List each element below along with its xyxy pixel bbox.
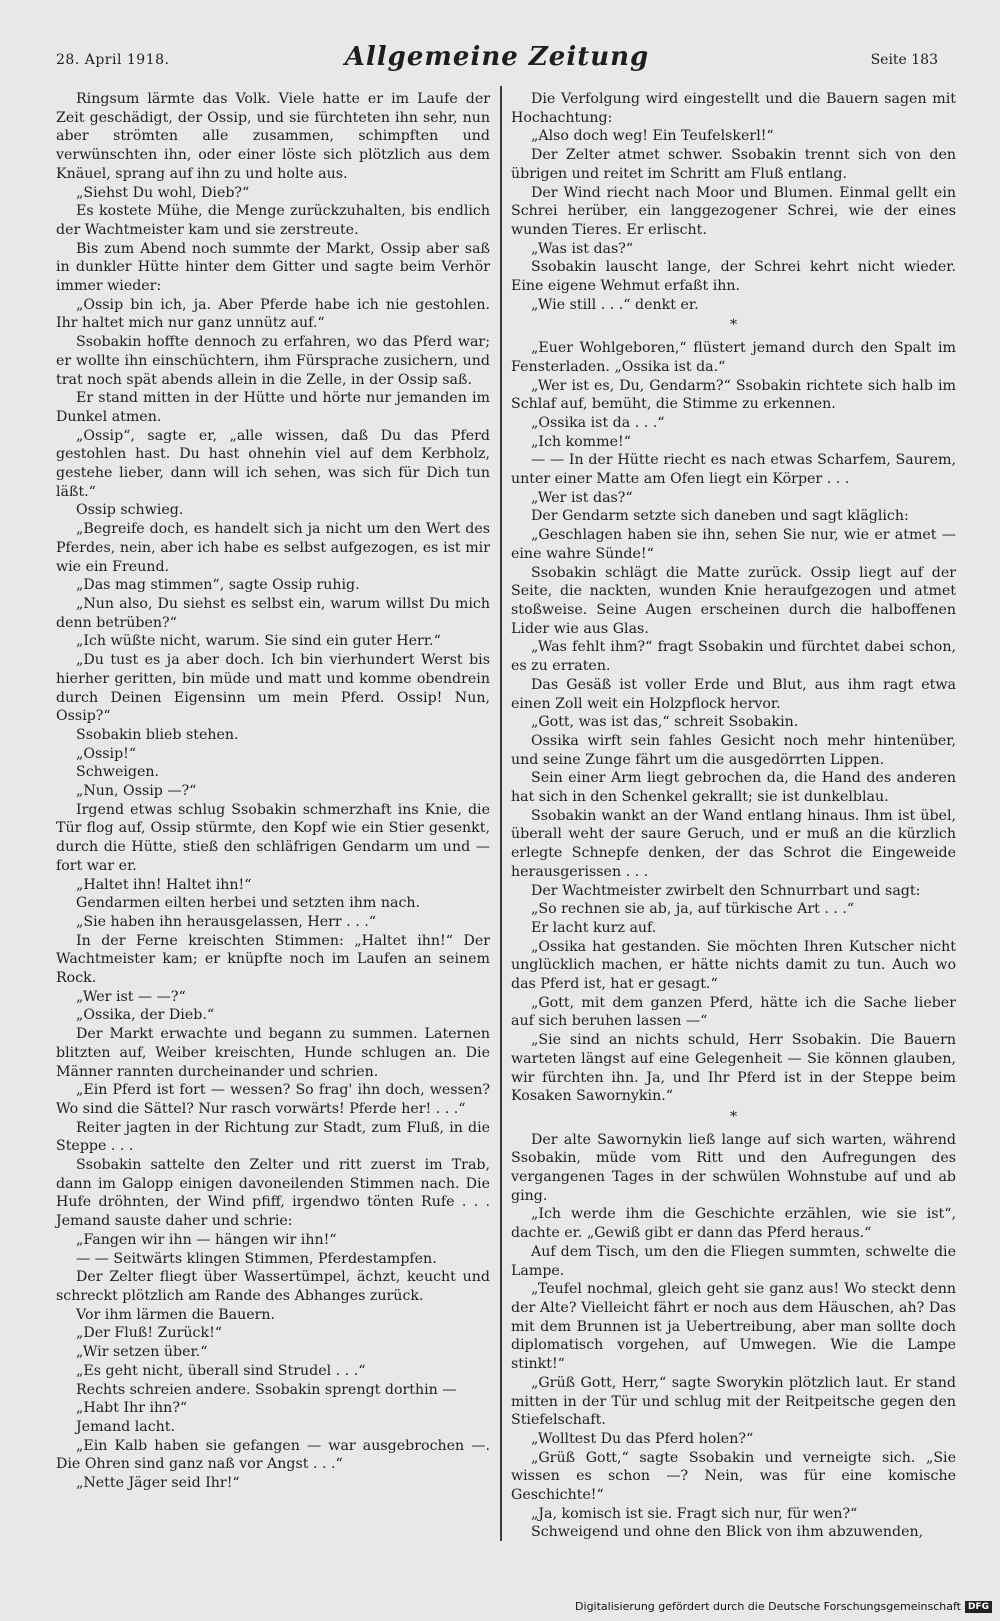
paragraph: „Wie still . . .“ denkt er. [531, 296, 699, 313]
paragraph: Er lacht kurz auf. [531, 919, 657, 936]
paragraph: „Der Fluß! Zurück!“ [76, 1325, 223, 1342]
paragraph: „Nun also, Du siehst es selbst ein, warum willst Du mich denn betrüben?“ [56, 595, 490, 631]
paragraph: „Fangen wir ihn — hängen wir ihn!“ [76, 1231, 337, 1248]
paragraph: Ossip schwieg. [76, 502, 184, 519]
paragraph: „Wer ist das?“ [531, 489, 633, 506]
paragraph: Der Gendarm setzte sich daneben und sagt kläglich: [531, 508, 909, 525]
paragraph: „Haltet ihn! Haltet ihn!“ [76, 876, 252, 893]
paragraph: Rechts schreien andere. Ssobakin sprengt dorthin — [76, 1381, 457, 1398]
paragraph: — — Seitwärts klingen Stimmen, Pferdestampfen. [76, 1250, 437, 1267]
paragraph: Er stand mitten in der Hütte und hörte nur jemanden im Dunkel atmen. [56, 390, 490, 425]
paragraph: „Ein Kalb haben sie gefangen — war ausgebrochen —. Die Ohren sind ganz naß vor Angst . . .“ [56, 1437, 490, 1473]
paragraph: Schweigend und ohne den Blick von ihm abzuwenden, [531, 1524, 924, 1541]
paragraph: Ssobakin sattelte den Zelter und ritt zuerst im Trab, dann im Galopp einigen davoneilenden Stimmen nach. Die Hufe dröhnten, der Wind pfiff, irgendwo tönten Rufe . . . Jemand sauste daher und schrie: [56, 1157, 490, 1230]
paragraph: Ssobakin wankt an der Wand entlang hinaus. Ihm ist übel, überall weht der saure Geruch, und er muß an die kürzlich erlegte Schnepfe denken, der das Schrot die Eingeweide herausgerissen . . . [511, 807, 956, 880]
paragraph: „Grüß Gott, Herr,“ sagte Sworykin plötzlich laut. Er stand mitten in der Tür und schlug mit der Reitpeitsche gegen den Stiefelschaft. [511, 1374, 956, 1429]
paragraph: — — In der Hütte riecht es nach etwas Scharfem, Saurem, unter einer Matte am Ofen liegt ein Körper . . . [511, 452, 956, 488]
paragraph: Ssobakin blieb stehen. [76, 726, 239, 743]
dfg-logo: DFG [965, 1601, 992, 1613]
paragraph: In der Ferne kreischten Stimmen: „Haltet ihn!“ Der Wachtmeister kam; er knüpfte noch im Laufen an seinem Rock. [56, 932, 490, 987]
paragraph: „Wer ist — —?“ [76, 988, 186, 1005]
paragraph: „Also doch weg! Ein Teufelskerl!“ [531, 128, 774, 145]
paragraph: „Sie haben ihn herausgelassen, Herr . . .“ [76, 913, 376, 930]
footer [575, 1600, 992, 1613]
footer-credit: Digitalisierung gefördert durch die Deutsche Forschungsgemeinschaft [575, 1600, 961, 1613]
paragraph: „Ossip!“ [76, 745, 137, 762]
paragraph: „Was ist das?“ [531, 240, 634, 257]
paragraph: Der alte Sawornykin ließ lange auf sich warten, während Ssobakin, müde vom Ritt und den Aufregungen des vergangenen Tages in der schwülen Wohnstube auf und ab ging. [511, 1131, 956, 1204]
paragraph: „Nun, Ossip —?“ [76, 783, 197, 800]
paragraph: „Ossip bin ich, ja. Aber Pferde habe ich nie gestohlen. Ihr haltet mich nur ganz unnütz auf.“ [56, 296, 490, 332]
paragraph: „Grüß Gott,“ sagte Ssobakin und verneigte sich. „Sie wissen es schon —? Nein, was für eine komische Geschichte!“ [511, 1449, 956, 1504]
paragraph: Der Wachtmeister zwirbelt den Schnurrbart und sagt: [531, 882, 921, 899]
masthead [56, 40, 938, 80]
paragraph: Ssobakin schlägt die Matte zurück. Ossip liegt auf der Seite, die nackten, wunden Knie heraufgezogen und atmet stoßweise. Seine Augen erscheinen durch die halboffenen Lider wie aus Glas. [511, 564, 956, 637]
paragraph: „Habt Ihr ihn?“ [76, 1400, 188, 1417]
paragraph: „Sie sind an nichts schuld, Herr Ssobakin. Die Bauern warteten längst auf eine Gelegenheit — Sie können glauben, wir fürchten ihn. Ja, und Ihr Pferd ist in der Steppe beim Kosaken Sawornykin.“ [511, 1032, 956, 1105]
paragraph: Ossika wirft sein fahles Gesicht noch mehr hintenüber, und seine Zunge fährt um die ausgedörrten Lippen. [511, 732, 956, 768]
paragraph: Vor ihm lärmen die Bauern. [76, 1306, 276, 1323]
paragraph: „Ich wüßte nicht, warum. Sie sind ein guter Herr.“ [76, 633, 441, 650]
paragraph: „Begreife doch, es handelt sich ja nicht um den Wert des Pferdes, nein, aber ich habe es selbst aufgezogen, es ist mir wie ein Freund. [56, 521, 490, 575]
paragraph: „Ossika ist da . . .“ [531, 414, 665, 431]
paragraph: Der Zelter atmet schwer. Ssobakin trennt sich von den übrigen und reitet im Schritt am Fluß entlang. [511, 147, 956, 182]
paragraph: Ssobakin hoffte dennoch zu erfahren, wo das Pferd war; er wollte ihn einschüchtern, ihm Fürsprache zusichern, und trat noch spät abends allein in die Zelle, in der Ossip saß. [56, 334, 490, 388]
left-column [56, 90, 490, 1493]
paragraph: Reiter jagten in der Richtung zur Stadt, zum Fluß, in die Steppe . . . [56, 1119, 490, 1155]
newspaper-title: Allgemeine Zeitung [344, 42, 650, 72]
column-divider [500, 86, 502, 1541]
section-separator: * [729, 1108, 738, 1125]
paragraph: „Siehst Du wohl, Dieb?“ [76, 184, 250, 201]
right-column [511, 90, 956, 1542]
paragraph: „Es geht nicht, überall sind Strudel . . .“ [76, 1362, 366, 1379]
section-separator: * [729, 317, 738, 334]
paragraph: „Ossip“, sagte er, „alle wissen, daß Du das Pferd gestohlen hast. Du hast ohnehin viel auf dem Kerbholz, gestehe lieber, dann will ich sehen, was sich für Dich tun läßt.“ [56, 427, 490, 500]
issue-date: 28. April 1918. [56, 52, 170, 68]
paragraph: Jemand lacht. [76, 1418, 176, 1435]
paragraph: „Geschlagen haben sie ihn, sehen Sie nur, wie er atmet — eine wahre Sünde!“ [511, 527, 956, 562]
page-number: Seite 183 [870, 52, 938, 68]
paragraph: „Wer ist es, Du, Gendarm?“ Ssobakin richtete sich halb im Schlaf auf, bemüht, die Stimme zu erkennen. [511, 377, 956, 413]
paragraph: Bis zum Abend noch summte der Markt, Ossip aber saß in dunkler Hütte hinter dem Gitter und sagte beim Verhör immer wieder: [56, 240, 490, 295]
paragraph: Schweigen. [76, 764, 160, 781]
paragraph: „Was fehlt ihm?“ fragt Ssobakin und fürchtet dabei schon, es zu erraten. [511, 639, 956, 675]
paragraph: Der Zelter fliegt über Wassertümpel, ächzt, keucht und schreckt plötzlich am Rande des Abhanges zurück. [56, 1269, 490, 1304]
paragraph: „Gott, mit dem ganzen Pferd, hätte ich die Sache lieber auf sich beruhen lassen —“ [511, 994, 956, 1030]
paragraph: Der Wind riecht nach Moor und Blumen. Einmal gellt ein Schrei herüber, ein langgezogener Schrei, wie der eines wunden Tieres. Er erlischt. [511, 184, 956, 238]
paragraph: Sein einer Arm liegt gebrochen da, die Hand des anderen hat sich in den Schenkel gekrallt; sie ist dunkelblau. [511, 770, 956, 806]
paragraph: Auf dem Tisch, um den die Fliegen summten, schwelte die Lampe. [511, 1243, 956, 1279]
paragraph: „So rechnen sie ab, ja, auf türkische Art . . .“ [531, 901, 855, 918]
paragraph: „Ja, komisch ist sie. Fragt sich nur, für wen?“ [531, 1505, 858, 1522]
paragraph: „Wolltest Du das Pferd holen?“ [531, 1430, 754, 1447]
paragraph: „Wir setzen über.“ [76, 1344, 208, 1361]
paragraph: Ringsum lärmte das Volk. Viele hatte er im Laufe der Zeit geschädigt, der Ossip, und sie fürchteten ihn sehr, nun aber strömten alle zusammen, schimpften und verwünschten ihn, oder einer löste sich plötzlich aus dem Knäuel, sprang auf ihn zu und holte aus. [56, 91, 490, 182]
paragraph: „Nette Jäger seid Ihr!“ [76, 1475, 240, 1492]
paragraph: „Gott, was ist das,“ schreit Ssobakin. [531, 714, 799, 731]
paragraph: „Euer Wohlgeboren,“ flüstert jemand durch den Spalt im Fensterladen. „Ossika ist da.“ [511, 340, 956, 375]
paragraph: „Ich komme!“ [531, 433, 631, 450]
paragraph: Gendarmen eilten herbei und setzten ihm nach. [76, 895, 421, 912]
paragraph: „Ich werde ihm die Geschichte erzählen, wie sie ist“, dachte er. „Gewiß gibt er dann das Pferd heraus.“ [511, 1206, 956, 1242]
paragraph: „Du tust es ja aber doch. Ich bin vierhundert Werst bis hierher geritten, bin müde und matt und komme obendrein durch Deinen Eigensinn um mein Pferd. Ossip! Nun, Ossip?“ [56, 652, 490, 725]
paragraph: „Ein Pferd ist fort — wessen? So frag' ihn doch, wessen? Wo sind die Sättel? Nur rasch vorwärts! Pferde her! . . .“ [56, 1082, 490, 1117]
paragraph: „Ossika, der Dieb.“ [76, 1007, 215, 1024]
paragraph: Irgend etwas schlug Ssobakin schmerzhaft ins Knie, die Tür flog auf, Ossip stürmte, den Kopf wie ein Stier gesenkt, durch die Hütte, stieß den schläfrigen Gendarm um und — fort war er. [56, 801, 490, 874]
paragraph: Der Markt erwachte und begann zu summen. Laternen blitzten auf, Weiber kreischten, Hunde schlugen an. Die Männer rannten durcheinander und schrien. [56, 1026, 490, 1080]
paragraph: Die Verfolgung wird eingestellt und die Bauern sagen mit Hochachtung: [511, 91, 956, 126]
paragraph: Das Gesäß ist voller Erde und Blut, aus ihm ragt etwa einen Zoll weit ein Holzpflock hervor. [511, 676, 956, 712]
paragraph: „Ossika hat gestanden. Sie möchten Ihren Kutscher nicht unglücklich machen, er hätte nichts damit zu tun. Auch wo das Pferd ist, hat er gesagt.“ [511, 938, 956, 993]
paragraph: Ssobakin lauscht lange, der Schrei kehrt nicht wieder. Eine eigene Wehmut erfaßt ihn. [511, 259, 956, 295]
paragraph: „Das mag stimmen“, sagte Ossip ruhig. [76, 577, 360, 594]
paragraph: „Teufel nochmal, gleich geht sie ganz aus! Wo steckt denn der Alte? Vielleicht fährt er noch aus dem Häuschen, ah? Das mit dem Brunnen ist ja Uebertreibung, aber man sollte doch diplomatisch vorgehen, auf Umwegen. Wie die Lampe stinkt!“ [511, 1281, 956, 1373]
paragraph: Es kostete Mühe, die Menge zurückzuhalten, bis endlich der Wachtmeister kam und sie zerstreute. [56, 203, 490, 238]
